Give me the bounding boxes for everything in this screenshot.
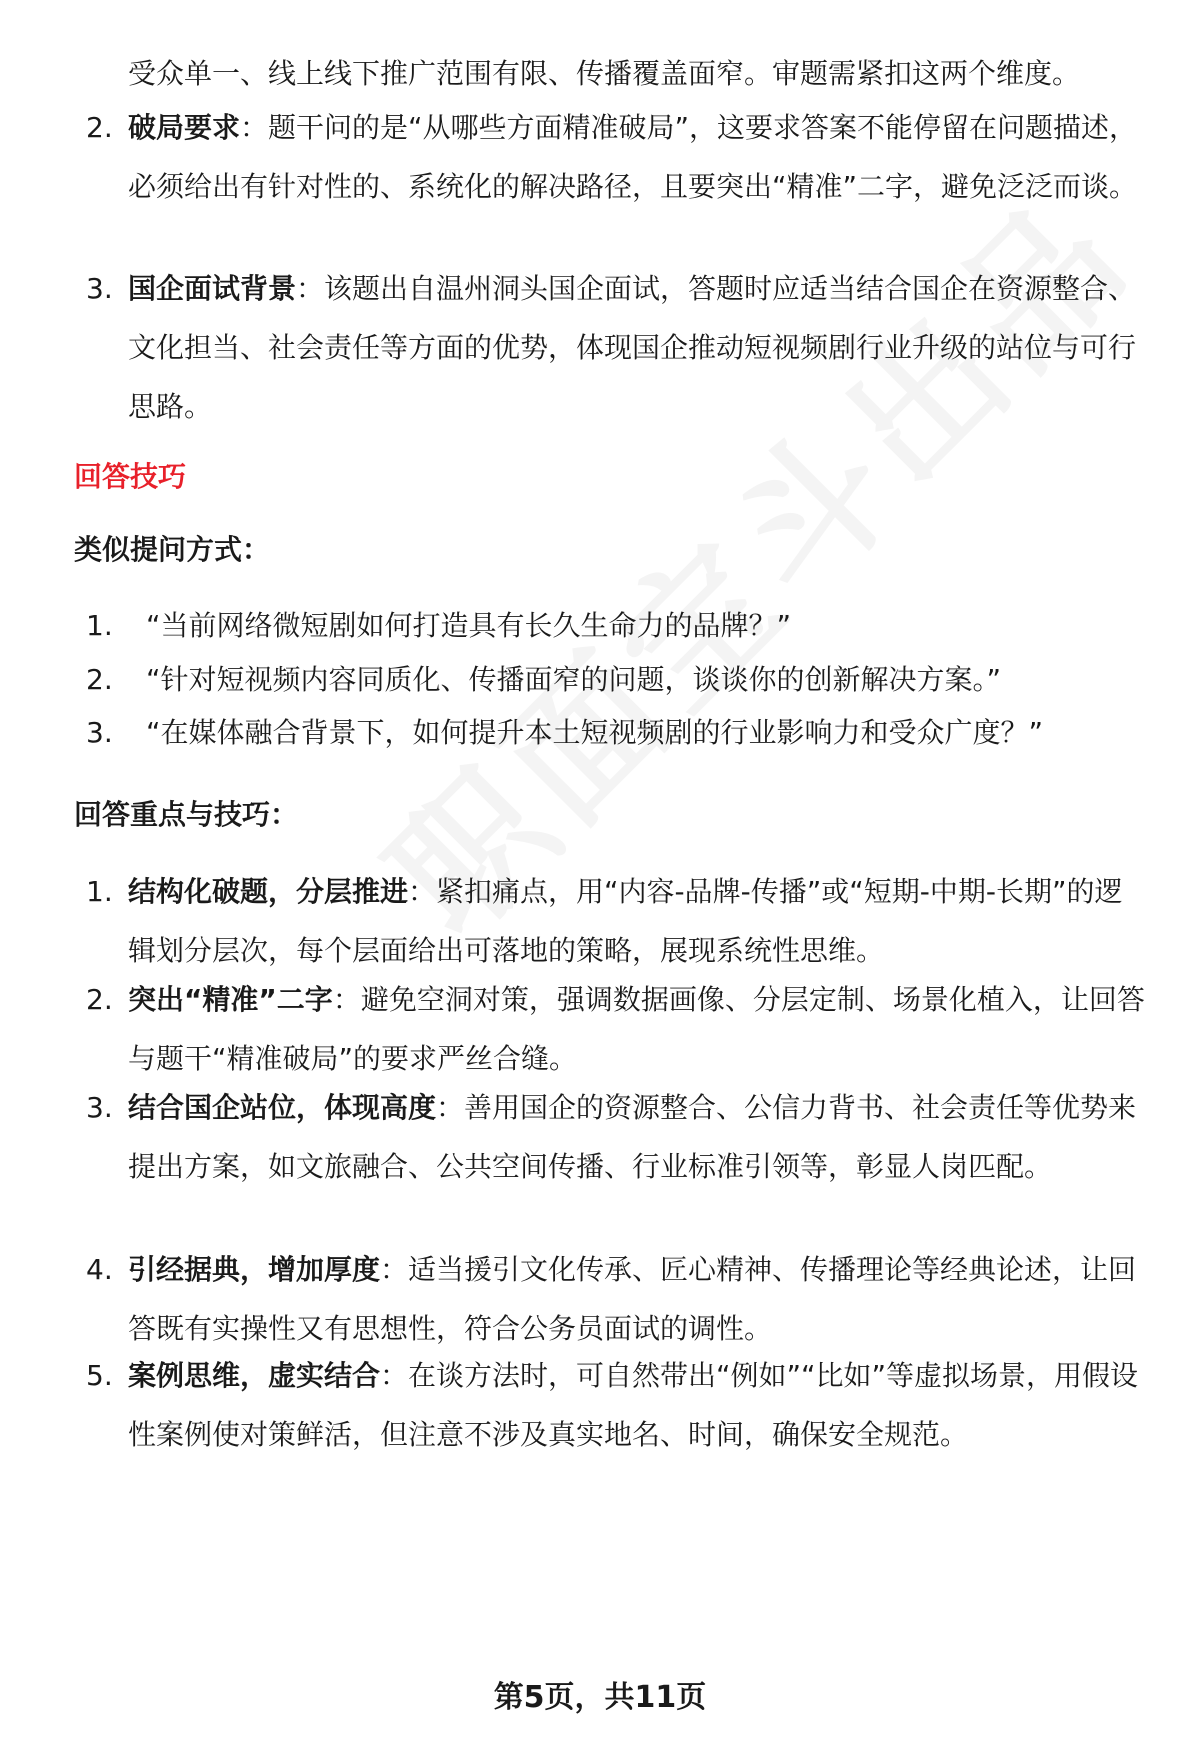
list-number: 5. (86, 1359, 113, 1392)
intro-continuation: 受众单一、线上线下推广范围有限、传播覆盖面窄。审题需紧扣这两个维度。 (128, 57, 1081, 90)
list-number: 3. (86, 716, 113, 749)
question-text: “针对短视频内容同质化、传播面窄的问题，谈谈你的创新解决方案。” (146, 663, 1002, 696)
list-number: 2. (86, 111, 113, 144)
item-title: 案例思维，虚实结合 (128, 1359, 381, 1392)
item-text: ：避免空洞对策，强调数据画像、分层定制、场景化植入，让回答与题干“精准破局”的要求严丝合缝。 (128, 983, 1145, 1075)
tip-item-3 (86, 1078, 1148, 1196)
analysis-item-3 (86, 259, 1148, 436)
list-number: 2. (86, 663, 113, 696)
tips-heading: 回答重点与技巧： (74, 798, 299, 831)
item-title: 结构化破题，分层推进 (128, 875, 409, 908)
list-number: 4. (86, 1253, 113, 1286)
item-title: 国企面试背景 (128, 272, 297, 305)
list-number: 1. (86, 609, 113, 642)
tip-item-1 (86, 862, 1148, 980)
item-text: ：在谈方法时，可自然带出“例如”“比如”等虚拟场景，用假设性案例使对策鲜活，但注意不涉及真实地名、时间，确保安全规范。 (128, 1359, 1139, 1451)
page-footer: 第5页，共11页 (493, 1680, 707, 1715)
item-text: ：善用国企的资源整合、公信力背书、社会责任等优势来提出方案，如文旅融合、公共空间传播、行业标准引领等，彰显人岗匹配。 (128, 1091, 1137, 1183)
analysis-item-2 (86, 98, 1148, 216)
item-text: ：紧扣痛点，用“内容-品牌-传播”或“短期-中期-长期”的逻辑划分层次，每个层面给出可落地的策略，展现系统性思维。 (128, 875, 1123, 967)
item-title: 结合国企站位，体现高度 (128, 1091, 437, 1124)
list-number: 1. (86, 875, 113, 908)
item-text: ：题干问的是“从哪些方面精准破局”，这要求答案不能停留在问题描述，必须给出有针对性的、系统化的解决路径，且要突出“精准”二字，避免泛泛而谈。 (128, 111, 1138, 203)
item-text: ：该题出自温州洞头国企面试，答题时应适当结合国企在资源整合、文化担当、社会责任等方面的优势，体现国企推动短视频剧行业升级的站位与可行思路。 (128, 272, 1137, 423)
list-number: 3. (86, 272, 113, 305)
tip-item-5 (86, 1346, 1148, 1464)
item-title: 引经据典，增加厚度 (128, 1253, 381, 1286)
similar-question-2 (86, 650, 1148, 709)
section-title: 回答技巧 (74, 460, 187, 493)
list-number: 3. (86, 1091, 113, 1124)
tip-item-4 (86, 1240, 1148, 1358)
question-text: “当前网络微短剧如何打造具有长久生命力的品牌？” (146, 609, 792, 642)
list-number: 2. (86, 983, 113, 1016)
item-title: 破局要求 (128, 111, 241, 144)
similar-question-3 (86, 703, 1148, 762)
tip-item-2 (86, 970, 1148, 1088)
question-text: “在媒体融合背景下，如何提升本土短视频剧的行业影响力和受众广度？” (146, 716, 1044, 749)
similar-question-1 (86, 596, 1148, 655)
item-title: 突出“精准”二字 (128, 983, 333, 1016)
similar-heading: 类似提问方式： (74, 533, 271, 566)
item-text: ：适当援引文化传承、匠心精神、传播理论等经典论述，让回答既有实操性又有思想性，符合公务员面试的调性。 (128, 1253, 1137, 1345)
